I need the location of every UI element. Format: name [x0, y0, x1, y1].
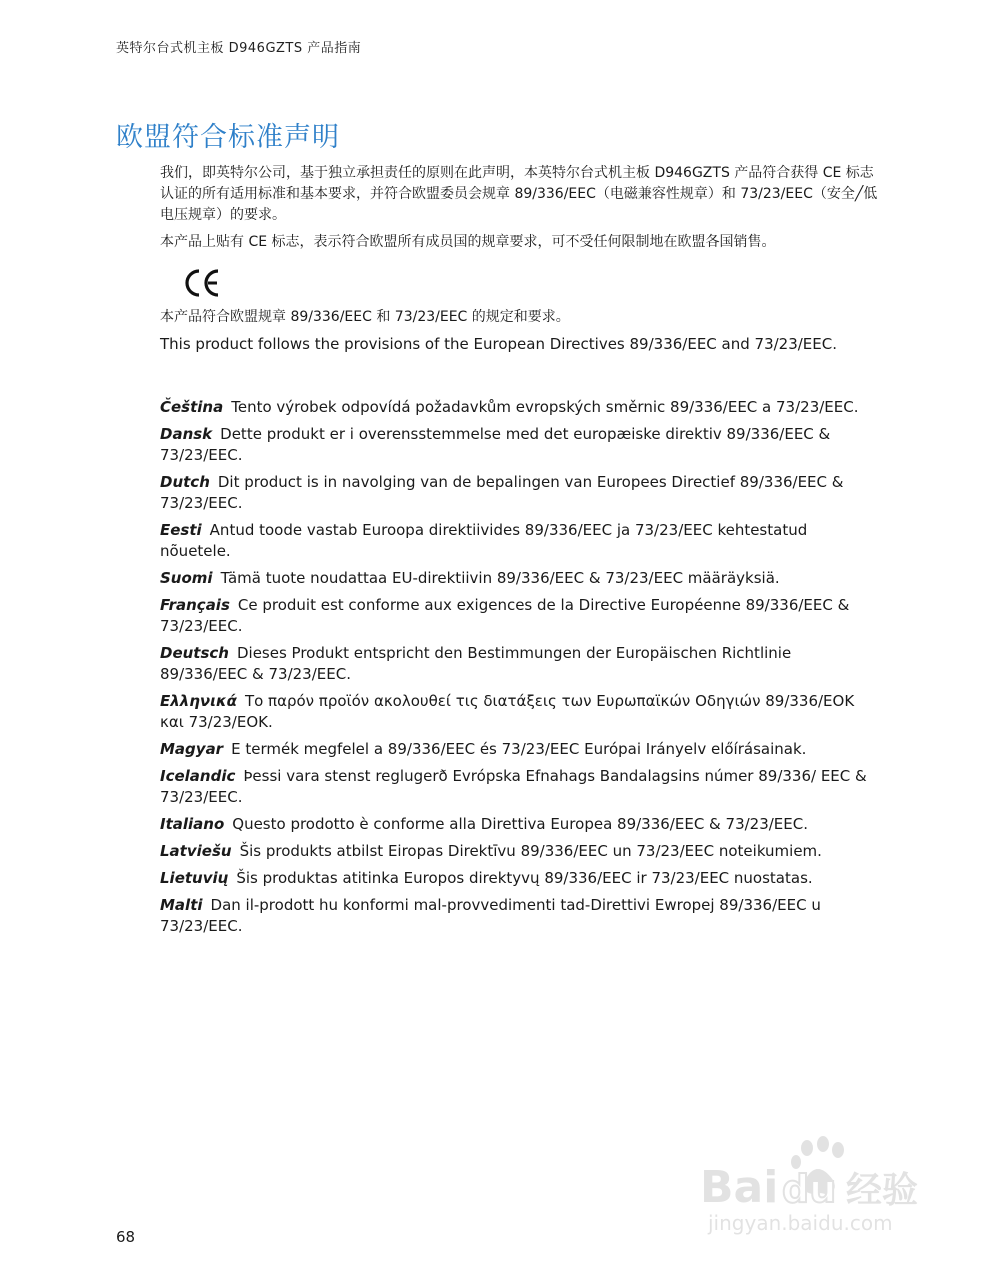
language-name: Suomi — [160, 569, 213, 587]
page-number: 68 — [116, 1228, 136, 1246]
language-text: Antud toode vastab Euroopa direktiivides 89/336/EEC ja 73/23/EEC kehtestatud nõuetele. — [160, 521, 808, 560]
language-name: Latviešu — [160, 842, 232, 860]
language-name: Dansk — [160, 425, 213, 443]
language-entry — [160, 397, 880, 418]
main-content — [160, 163, 880, 943]
language-name: Ελληνικά — [160, 692, 237, 710]
language-text: Ce produit est conforme aux exigences de la Directive Européenne 89/336/EEC & 73/23/EEC. — [160, 596, 850, 635]
language-text: Dit product is in navolging van de bepalingen van Europees Directief 89/336/EEC & 73/23/EEC. — [160, 473, 844, 512]
ce-mark-icon — [182, 267, 222, 299]
language-entry — [160, 691, 880, 733]
language-list — [160, 397, 880, 937]
language-entry — [160, 595, 880, 637]
language-name: Magyar — [160, 740, 224, 758]
language-text: E termék megfelel a 89/336/EEC és 73/23/EEC Európai Irányelv előírásainak. — [231, 740, 807, 758]
language-name: Dutch — [160, 473, 210, 491]
language-text: Šis produkts atbilst Eiropas Direktīvu 89/336/EEC un 73/23/EEC noteikumiem. — [239, 842, 822, 860]
language-text: Το παρόν προϊόν ακολουθεί τις διατάξεις των Ευρωπαϊκών Οδηγιών 89/336/ΕΟΚ και 73/23/ΕΟΚ. — [160, 692, 855, 731]
language-text: Šis produktas atitinka Europos direktyvų 89/336/EEC ir 73/23/EEC nuostatas. — [236, 869, 813, 887]
language-entry — [160, 472, 880, 514]
language-text: Tämä tuote noudattaa EU-direktiivin 89/336/EEC & 73/23/EEC määräyksiä. — [220, 569, 780, 587]
language-name: Deutsch — [160, 644, 229, 662]
language-entry — [160, 739, 880, 760]
language-name: Čeština — [160, 398, 224, 416]
language-entry — [160, 766, 880, 808]
compliance-paragraph-en: This product follows the provisions of the European Directives 89/336/EEC and 73/23/EEC. — [160, 335, 837, 353]
language-entry — [160, 568, 880, 589]
language-entry — [160, 868, 880, 889]
svg-text:du: du — [782, 1167, 837, 1211]
baidu-watermark-logo — [700, 1130, 940, 1240]
language-name: Français — [160, 596, 230, 614]
svg-text:经验: 经验 — [846, 1170, 919, 1211]
language-entry — [160, 424, 880, 466]
language-entry — [160, 643, 880, 685]
language-text: Dieses Produkt entspricht den Bestimmungen der Europäischen Richtlinie 89/336/EEC & 73/23/EEC. — [160, 644, 792, 683]
running-header: 英特尔台式机主板 D946GZTS 产品指南 — [116, 41, 362, 56]
language-entry — [160, 814, 880, 835]
language-name: Eesti — [160, 521, 202, 539]
language-name: Italiano — [160, 815, 225, 833]
page-title: 欧盟符合标准声明 — [116, 122, 340, 153]
language-entry — [160, 520, 880, 562]
language-text: Dette produkt er i overensstemmelse med det europæiske direktiv 89/336/EEC & 73/23/EEC. — [160, 425, 831, 464]
language-text: Questo prodotto è conforme alla Direttiva Europea 89/336/EEC & 73/23/EEC. — [232, 815, 809, 833]
declaration-paragraph: 我们，即英特尔公司，基于独立承担责任的原则在此声明，本英特尔台式机主板 D946GZTS 产品符合获得 CE 标志认证的所有适用标准和基本要求，并符合欧盟委员会规章 89/336/EEC（电磁兼容性规章）和 73/23/EEC（安全╱低电压规章）的要求。 — [160, 165, 878, 223]
language-text: Þessi vara stenst reglugerð Evrópska Efnahags Bandalagsins númer 89/336/ EEC & 73/23/EEC. — [160, 767, 867, 806]
language-name: Malti — [160, 896, 203, 914]
svg-text:Bai: Bai — [700, 1162, 779, 1213]
language-name: Lietuvių — [160, 869, 229, 887]
language-entry — [160, 895, 880, 937]
language-entry — [160, 841, 880, 862]
ce-mark-paragraph: 本产品上贴有 CE 标志，表示符合欧盟所有成员国的规章要求，可不受任何限制地在欧盟各国销售。 — [160, 234, 776, 250]
language-name: Icelandic — [160, 767, 236, 785]
language-text: Tento výrobek odpovídá požadavkům evropských směrnic 89/336/EEC a 73/23/EEC. — [231, 398, 859, 416]
language-text: Dan il-prodott hu konformi mal-provvedimenti tad-Direttivi Ewropej 89/336/EEC u 73/23/EEC. — [160, 896, 821, 935]
compliance-paragraph-cn: 本产品符合欧盟规章 89/336/EEC 和 73/23/EEC 的规定和要求。 — [160, 309, 570, 325]
watermark-url: jingyan.baidu.com — [708, 1211, 893, 1235]
